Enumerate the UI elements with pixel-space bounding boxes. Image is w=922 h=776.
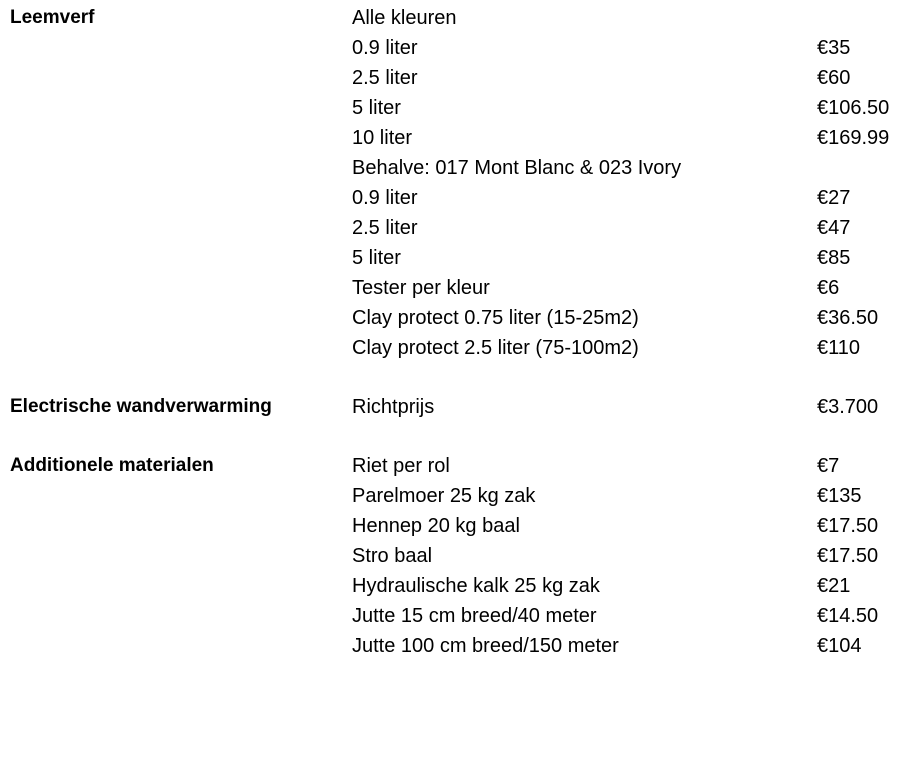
item-price: €17.50: [817, 515, 879, 537]
section-heading: Additionele materialen: [10, 455, 214, 476]
item-price: €27: [817, 187, 851, 209]
item-label: Richtprijs: [352, 396, 435, 418]
price-row: [0, 392, 922, 422]
item-label: Behalve: 017 Mont Blanc & 023 Ivory: [352, 157, 682, 179]
item-price: €47: [817, 217, 851, 239]
price-row: [0, 153, 922, 183]
price-row: [0, 541, 922, 571]
price-row: [0, 451, 922, 481]
item-label: 2.5 liter: [352, 217, 418, 239]
price-row: [0, 273, 922, 303]
price-row: [0, 3, 922, 33]
item-price: €169.99: [817, 127, 890, 149]
item-label: 5 liter: [352, 247, 401, 269]
item-label: 5 liter: [352, 97, 401, 119]
section-heading: Electrische wandverwarming: [10, 396, 272, 417]
item-price: €36.50: [817, 307, 879, 329]
item-label: Clay protect 0.75 liter (15-25m2): [352, 307, 639, 329]
item-price: €3.700: [817, 396, 879, 418]
price-row: [0, 123, 922, 153]
price-row: [0, 601, 922, 631]
item-label: Riet per rol: [352, 455, 450, 477]
section-leemverf: [0, 0, 922, 363]
price-row: [0, 511, 922, 541]
section-additionele-materialen: [0, 451, 922, 661]
item-label: 0.9 liter: [352, 187, 418, 209]
item-price: €6: [817, 277, 840, 299]
item-price: €60: [817, 67, 851, 89]
section-heading: Leemverf: [10, 7, 95, 28]
item-label: Clay protect 2.5 liter (75-100m2): [352, 337, 639, 359]
item-label: Jutte 15 cm breed/40 meter: [352, 605, 597, 627]
item-label: Jutte 100 cm breed/150 meter: [352, 635, 619, 657]
item-price: €135: [817, 485, 862, 507]
item-label: Hydraulische kalk 25 kg zak: [352, 575, 600, 597]
price-row: [0, 63, 922, 93]
item-price: €21: [817, 575, 851, 597]
item-price: €14.50: [817, 605, 879, 627]
item-price: €7: [817, 455, 840, 477]
item-label: Stro baal: [352, 545, 433, 567]
section-spacer: [0, 363, 922, 392]
price-row: [0, 303, 922, 333]
price-row: [0, 243, 922, 273]
item-label: 0.9 liter: [352, 37, 418, 59]
price-row: [0, 333, 922, 363]
item-label: Hennep 20 kg baal: [352, 515, 520, 537]
item-label: Tester per kleur: [352, 277, 490, 299]
price-row: [0, 631, 922, 661]
price-row: [0, 183, 922, 213]
item-label: Parelmoer 25 kg zak: [352, 485, 536, 507]
item-price: €110: [817, 337, 861, 359]
item-price: €85: [817, 247, 851, 269]
price-row: [0, 571, 922, 601]
price-row: [0, 481, 922, 511]
item-price: €35: [817, 37, 851, 59]
item-price: €106.50: [817, 97, 890, 119]
item-price: €104: [817, 635, 862, 657]
item-price: €17.50: [817, 545, 879, 567]
price-row: [0, 213, 922, 243]
item-label: 10 liter: [352, 127, 413, 149]
item-label: Alle kleuren: [352, 7, 457, 29]
section-electrische-wandverwarming: [0, 392, 922, 422]
price-row: [0, 93, 922, 123]
item-label: 2.5 liter: [352, 67, 418, 89]
section-spacer: [0, 422, 922, 451]
price-row: [0, 33, 922, 63]
